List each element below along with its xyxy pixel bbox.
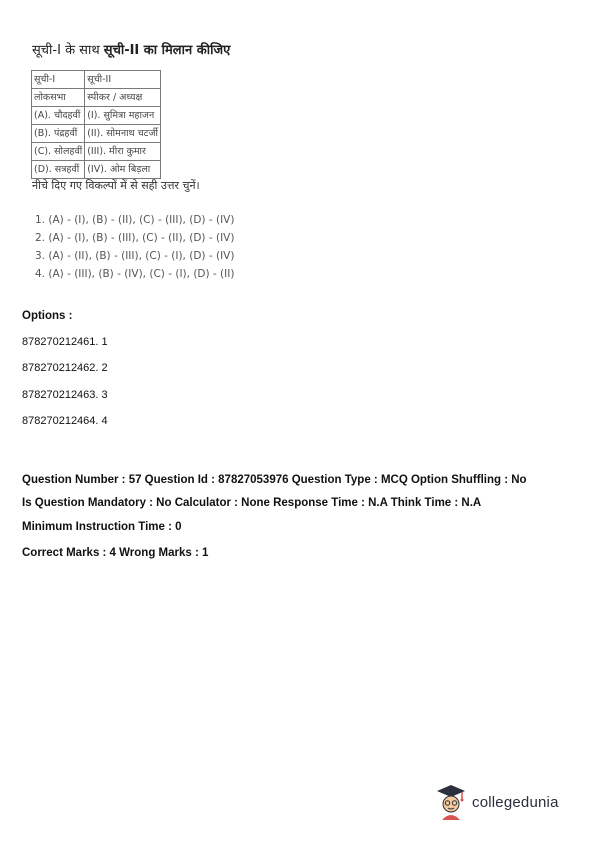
options-label: Options : [22,310,73,322]
table-cell: (D). सत्रहवीं [32,161,85,179]
question-meta-line: Is Question Mandatory : No Calculator : None Response Time : N.A Think Time : N.A [22,497,482,509]
heading-list1: सूची-I [32,43,61,58]
graduate-mascot-icon [436,784,466,820]
table-cell: (C). सोलहवीं [32,143,85,161]
table-cell: (I). सुमित्रा महाजन [85,107,161,125]
heading-connector: के साथ [60,43,104,58]
table-cell: (IV). ओम बिड़ला [85,161,161,179]
marks-line: Correct Marks : 4 Wrong Marks : 1 [22,547,209,559]
brand-name: collegedunia [472,793,559,811]
table-cell: (A). चौदहवीं [32,107,85,125]
option-id-4: 878270212464. 4 [22,415,108,427]
table-cell: (B). पंद्रहवीं [32,125,85,143]
choice-item: 4. (A) - (III), (B) - (IV), (C) - (I), (D) - (II) [35,268,235,280]
option-id-2: 878270212462. 2 [22,362,108,374]
table-header-row [32,71,161,89]
question-instruction: नीचे दिए गए विकल्पों में से सही उत्तर चुनें। [32,179,200,192]
table-row [32,161,161,179]
match-table [31,70,161,179]
choice-item: 1. (A) - (I), (B) - (II), (C) - (III), (D) - (IV) [35,214,235,226]
question-meta-line: Minimum Instruction Time : 0 [22,521,182,533]
table-header-cell: सूची-I [32,71,85,89]
table-cell: स्पीकर / अध्यक्ष [85,89,161,107]
table-cell: लोकसभा [32,89,85,107]
table-row [32,107,161,125]
table-cell: (III). मीरा कुमार [85,143,161,161]
answer-choices [35,211,234,283]
table-row [32,143,161,161]
collegedunia-logo [436,784,559,820]
question-heading [32,40,230,58]
question-meta-line: Question Number : 57 Question Id : 87827053976 Question Type : MCQ Option Shuffling : No [22,474,527,486]
option-id-3: 878270212463. 3 [22,389,108,401]
heading-list2: सूची-II का मिलान कीजिए [103,43,231,58]
choice-item: 2. (A) - (I), (B) - (III), (C) - (II), (D) - (IV) [35,232,235,244]
table-cell: (II). सोमनाथ चटर्जी [85,125,161,143]
option-id-1: 878270212461. 1 [22,336,108,348]
table-header-cell: सूची-II [85,71,161,89]
table-row [32,125,161,143]
choice-item: 3. (A) - (II), (B) - (III), (C) - (I), (D) - (IV) [35,250,235,262]
table-row [32,89,161,107]
